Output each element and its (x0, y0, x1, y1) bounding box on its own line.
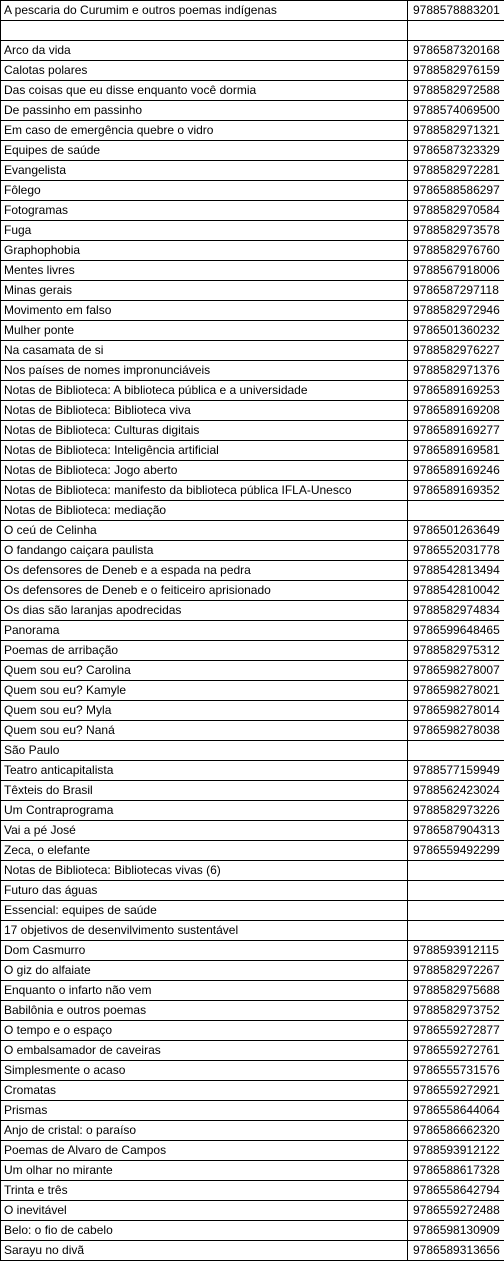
isbn-cell[interactable]: 9788542813494 (408, 561, 504, 581)
table-row (1, 1201, 504, 1221)
table-row (1, 1081, 504, 1101)
isbn-cell[interactable]: 9788582971321 (408, 121, 504, 141)
title-cell[interactable]: Futuro das águas (1, 881, 408, 901)
table-row (1, 981, 504, 1001)
table-row (1, 821, 504, 841)
table-row (1, 121, 504, 141)
table-row (1, 701, 504, 721)
table-row (1, 221, 504, 241)
table-row (1, 1141, 504, 1161)
table-row (1, 261, 504, 281)
isbn-cell[interactable]: 9788542810042 (408, 581, 504, 601)
isbn-cell[interactable]: 9788582975688 (408, 981, 504, 1001)
table-row (1, 761, 504, 781)
table-row (1, 1121, 504, 1141)
table-row (1, 161, 504, 181)
isbn-cell[interactable]: 9786589169253 (408, 381, 504, 401)
title-cell[interactable]: Quem sou eu? Kamyle (1, 681, 408, 701)
isbn-cell[interactable]: 9786558642794 (408, 1181, 504, 1201)
title-cell[interactable]: São Paulo (1, 741, 408, 761)
title-cell[interactable]: Os dias são laranjas apodrecidas (1, 601, 408, 621)
isbn-cell[interactable]: 9786559272761 (408, 1041, 504, 1061)
title-cell[interactable]: Arco da vida (1, 41, 408, 61)
isbn-cell[interactable]: 9788582976760 (408, 241, 504, 261)
isbn-cell[interactable]: 9788582976159 (408, 61, 504, 81)
table-row (1, 721, 504, 741)
isbn-cell[interactable]: 9786587320168 (408, 41, 504, 61)
isbn-cell[interactable] (408, 21, 504, 41)
table-row (1, 1061, 504, 1081)
table-row (1, 1101, 504, 1121)
title-cell[interactable]: Poemas de Alvaro de Campos (1, 1141, 408, 1161)
table-row (1, 641, 504, 661)
table-row (1, 621, 504, 641)
title-cell[interactable]: Babilônia e outros poemas (1, 1001, 408, 1021)
table-row (1, 241, 504, 261)
title-cell[interactable]: Anjo de cristal: o paraíso (1, 1121, 408, 1141)
table-row (1, 141, 504, 161)
isbn-cell[interactable]: 9786587904313 (408, 821, 504, 841)
title-cell[interactable]: Quem sou eu? Myla (1, 701, 408, 721)
table-row (1, 1221, 504, 1241)
title-cell[interactable]: Os defensores de Deneb e o feiticeiro aprisionado (1, 581, 408, 601)
title-cell[interactable]: Sarayu no divã (1, 1241, 408, 1261)
table-row (1, 561, 504, 581)
table-row (1, 861, 504, 881)
title-cell[interactable]: Dom Casmurro (1, 941, 408, 961)
title-cell[interactable]: Notas de Biblioteca: manifesto da biblioteca pública IFLA-Unesco (1, 481, 408, 501)
table-row (1, 361, 504, 381)
isbn-cell[interactable]: 9786589169246 (408, 461, 504, 481)
isbn-cell[interactable]: 9786559272921 (408, 1081, 504, 1101)
table-row (1, 841, 504, 861)
title-cell[interactable]: Belo: o fio de cabelo (1, 1221, 408, 1241)
title-cell[interactable]: Têxteis do Brasil (1, 781, 408, 801)
title-cell[interactable]: Cromatas (1, 1081, 408, 1101)
isbn-cell[interactable]: 9786552031778 (408, 541, 504, 561)
isbn-cell[interactable]: 9788582975312 (408, 641, 504, 661)
isbn-cell[interactable]: 9788582972281 (408, 161, 504, 181)
table-row (1, 501, 504, 521)
isbn-cell[interactable]: 9786559272877 (408, 1021, 504, 1041)
table-row (1, 441, 504, 461)
isbn-cell[interactable] (408, 921, 504, 941)
isbn-cell[interactable]: 9786598278007 (408, 661, 504, 681)
isbn-cell[interactable]: 9786589169208 (408, 401, 504, 421)
table-row (1, 681, 504, 701)
table-row (1, 801, 504, 821)
table-row (1, 321, 504, 341)
title-cell[interactable]: O giz do alfaiate (1, 961, 408, 981)
title-cell[interactable]: O inevitável (1, 1201, 408, 1221)
isbn-cell[interactable] (408, 881, 504, 901)
title-cell[interactable]: Fotogramas (1, 201, 408, 221)
table-row (1, 541, 504, 561)
title-cell[interactable]: Enquanto o infarto não vem (1, 981, 408, 1001)
table-row (1, 881, 504, 901)
title-cell[interactable]: Nos países de nomes impronunciáveis (1, 361, 408, 381)
table-row (1, 1041, 504, 1061)
table-row (1, 921, 504, 941)
title-cell[interactable]: Vai a pé José (1, 821, 408, 841)
isbn-cell[interactable]: 9786598130909 (408, 1221, 504, 1241)
table-row (1, 281, 504, 301)
table-row (1, 521, 504, 541)
isbn-cell[interactable]: 9788582972267 (408, 961, 504, 981)
table-row (1, 661, 504, 681)
isbn-cell[interactable]: 9788582972588 (408, 81, 504, 101)
title-cell[interactable]: Graphophobia (1, 241, 408, 261)
title-cell[interactable]: Notas de Biblioteca: A biblioteca pública e a universidade (1, 381, 408, 401)
title-cell[interactable]: Panorama (1, 621, 408, 641)
isbn-cell[interactable]: 9788582973752 (408, 1001, 504, 1021)
title-cell[interactable]: Notas de Biblioteca: Bibliotecas vivas (6) (1, 861, 408, 881)
isbn-cell[interactable]: 9786501360232 (408, 321, 504, 341)
title-cell[interactable]: O ceú de Celinha (1, 521, 408, 541)
title-cell[interactable]: Movimento em falso (1, 301, 408, 321)
isbn-cell[interactable]: 9788574069500 (408, 101, 504, 121)
table-row (1, 381, 504, 401)
title-cell[interactable]: Os defensores de Deneb e a espada na pedra (1, 561, 408, 581)
table-row (1, 1181, 504, 1201)
isbn-cell[interactable]: 9786501263649 (408, 521, 504, 541)
table-row (1, 341, 504, 361)
table-row (1, 461, 504, 481)
table-body (1, 1, 504, 1261)
isbn-cell[interactable]: 9786589169277 (408, 421, 504, 441)
isbn-cell[interactable]: 9786589169581 (408, 441, 504, 461)
title-cell[interactable]: Notas de Biblioteca: Inteligência artificial (1, 441, 408, 461)
table-row (1, 21, 504, 41)
title-cell[interactable]: Simplesmente o acaso (1, 1061, 408, 1081)
title-cell[interactable]: O fandango caiçara paulista (1, 541, 408, 561)
title-cell[interactable]: Poemas de arribação (1, 641, 408, 661)
isbn-cell[interactable] (408, 501, 504, 521)
title-cell[interactable]: Notas de Biblioteca: Culturas digitais (1, 421, 408, 441)
isbn-cell[interactable]: 9788582970584 (408, 201, 504, 221)
title-cell[interactable]: Minas gerais (1, 281, 408, 301)
isbn-cell[interactable]: 9786558644064 (408, 1101, 504, 1121)
table-row (1, 1241, 504, 1261)
isbn-cell[interactable]: 9786587297118 (408, 281, 504, 301)
isbn-cell[interactable]: 9788577159949 (408, 761, 504, 781)
isbn-cell[interactable] (408, 741, 504, 761)
title-cell[interactable]: Teatro anticapitalista (1, 761, 408, 781)
isbn-cell[interactable]: 9788582974834 (408, 601, 504, 621)
title-cell[interactable]: Equipes de saúde (1, 141, 408, 161)
title-cell[interactable]: Zeca, o elefante (1, 841, 408, 861)
isbn-cell[interactable]: 9788582976227 (408, 341, 504, 361)
isbn-cell[interactable]: 9786598278021 (408, 681, 504, 701)
title-cell[interactable]: Mentes livres (1, 261, 408, 281)
isbn-cell[interactable]: 9788562423024 (408, 781, 504, 801)
table-row (1, 901, 504, 921)
table-row (1, 421, 504, 441)
title-cell[interactable]: Quem sou eu? Naná (1, 721, 408, 741)
table-row (1, 961, 504, 981)
table-row (1, 41, 504, 61)
title-cell[interactable]: O tempo e o espaço (1, 1021, 408, 1041)
title-cell[interactable]: Essencial: equipes de saúde (1, 901, 408, 921)
isbn-cell[interactable]: 9786599648465 (408, 621, 504, 641)
isbn-cell[interactable]: 9786588586297 (408, 181, 504, 201)
isbn-cell[interactable] (408, 861, 504, 881)
title-cell[interactable]: Trinta e três (1, 1181, 408, 1201)
table-row (1, 301, 504, 321)
table-row (1, 601, 504, 621)
table-row (1, 741, 504, 761)
title-cell[interactable]: Fôlego (1, 181, 408, 201)
isbn-cell[interactable]: 9788593912115 (408, 941, 504, 961)
title-cell[interactable]: Das coisas que eu disse enquanto você dormia (1, 81, 408, 101)
table-row (1, 61, 504, 81)
isbn-cell[interactable]: 9788567918006 (408, 261, 504, 281)
table-row (1, 1021, 504, 1041)
title-cell[interactable] (1, 21, 408, 41)
title-cell[interactable]: Um Contraprograma (1, 801, 408, 821)
title-cell[interactable]: Mulher ponte (1, 321, 408, 341)
isbn-cell[interactable]: 9788582973578 (408, 221, 504, 241)
title-cell[interactable]: Em caso de emergência quebre o vidro (1, 121, 408, 141)
table-row (1, 481, 504, 501)
isbn-cell[interactable]: 9786587323329 (408, 141, 504, 161)
title-cell[interactable]: Notas de Biblioteca: Jogo aberto (1, 461, 408, 481)
title-cell[interactable]: Na casamata de si (1, 341, 408, 361)
isbn-cell[interactable]: 9788582972946 (408, 301, 504, 321)
isbn-cell[interactable]: 9788582971376 (408, 361, 504, 381)
isbn-cell[interactable]: 9786559492299 (408, 841, 504, 861)
table-row (1, 781, 504, 801)
title-cell[interactable]: Fuga (1, 221, 408, 241)
table-row (1, 181, 504, 201)
title-cell[interactable]: 17 objetivos de desenvilvimento sustentável (1, 921, 408, 941)
isbn-cell[interactable]: 9786559272488 (408, 1201, 504, 1221)
isbn-cell[interactable]: 9786586662320 (408, 1121, 504, 1141)
table-row (1, 1001, 504, 1021)
isbn-cell[interactable]: 9788582973226 (408, 801, 504, 821)
isbn-cell[interactable]: 9786588617328 (408, 1161, 504, 1181)
isbn-cell[interactable]: 9788593912122 (408, 1141, 504, 1161)
title-cell[interactable]: O embalsamador de caveiras (1, 1041, 408, 1061)
title-cell[interactable]: Calotas polares (1, 61, 408, 81)
title-cell[interactable]: Evangelista (1, 161, 408, 181)
title-cell[interactable]: A pescaria do Curumim e outros poemas indígenas (1, 1, 408, 21)
isbn-cell[interactable]: 9786555731576 (408, 1061, 504, 1081)
isbn-cell[interactable]: 9786589169352 (408, 481, 504, 501)
table-row (1, 101, 504, 121)
table-row (1, 81, 504, 101)
table-row (1, 1, 504, 21)
table-row (1, 581, 504, 601)
isbn-cell[interactable]: 9786598278014 (408, 701, 504, 721)
table-row (1, 941, 504, 961)
table-row (1, 1161, 504, 1181)
isbn-cell[interactable] (408, 901, 504, 921)
title-cell[interactable]: Um olhar no mirante (1, 1161, 408, 1181)
title-cell[interactable]: Prismas (1, 1101, 408, 1121)
title-cell[interactable]: Quem sou eu? Carolina (1, 661, 408, 681)
table-row (1, 401, 504, 421)
isbn-cell[interactable]: 9786598278038 (408, 721, 504, 741)
title-cell[interactable]: Notas de Biblioteca: Biblioteca viva (1, 401, 408, 421)
title-cell[interactable]: De passinho em passinho (1, 101, 408, 121)
isbn-cell[interactable]: 9786589313656 (408, 1241, 504, 1261)
isbn-cell[interactable]: 9788578883201 (408, 1, 504, 21)
title-cell[interactable]: Notas de Biblioteca: mediação (1, 501, 408, 521)
table-row (1, 201, 504, 221)
